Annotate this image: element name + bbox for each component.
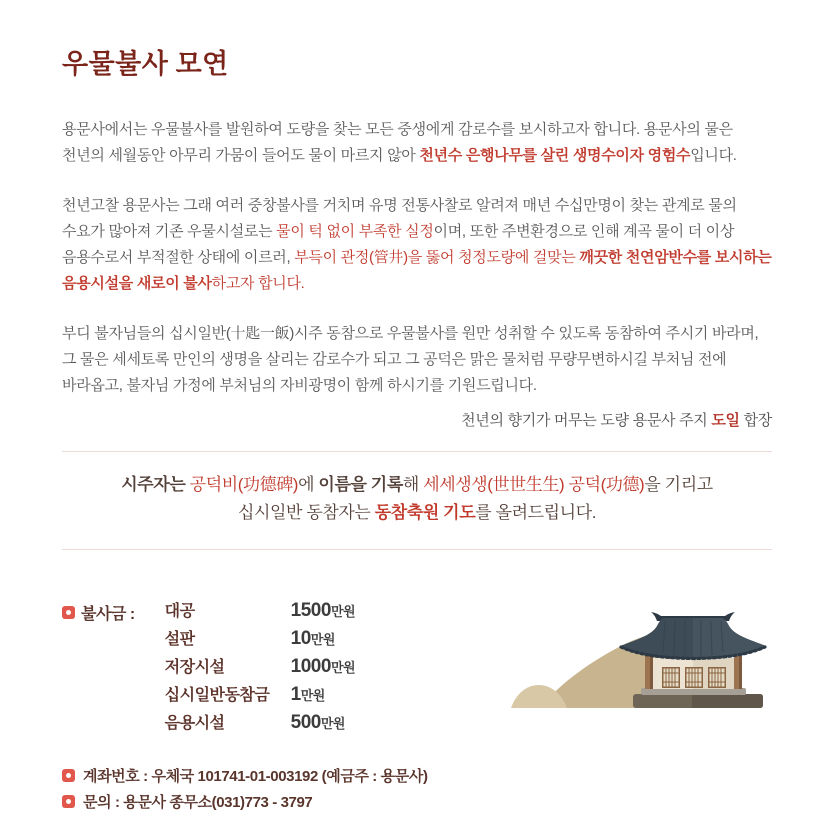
amount-unit: 만원 xyxy=(330,660,356,675)
donation-row xyxy=(165,682,355,710)
inquiry-row xyxy=(62,788,772,814)
donation-heading-label: 불사금 : xyxy=(81,605,135,623)
donation-item-label: 음용시설 xyxy=(164,715,225,732)
donation-amount xyxy=(291,656,355,678)
inquiry-phone: 문의 : 용문사 종무소(031)773 - 3797 xyxy=(83,793,313,811)
abbot-name: 도일 xyxy=(711,412,740,429)
paragraph-text: 입니다. xyxy=(690,147,737,164)
donation-amount xyxy=(291,600,355,622)
highlighted-text: 물이 턱 없이 부족한 실정 xyxy=(276,223,434,240)
highlighted-text: 부득이 관정(管井)을 뚫어 청정도량에 걸맞는 xyxy=(294,249,580,266)
banner-highlight: 공덕비(功德碑) xyxy=(189,475,299,494)
amount-unit: 만원 xyxy=(300,688,325,703)
highlighted-text: 깨끗한 천연암반수를 보시하는 음용시설을 새로이 불사 xyxy=(62,249,772,292)
amount-unit: 만원 xyxy=(310,632,335,647)
highlighted-text: 하고자 합니다. xyxy=(211,275,305,292)
bullet-icon xyxy=(62,769,75,782)
amount-number: 1000 xyxy=(290,656,331,677)
intro-paragraph-1 xyxy=(62,117,772,169)
banner-line-2 xyxy=(62,499,772,527)
banner-text: 이름을 기록 xyxy=(318,475,403,494)
donation-section xyxy=(62,598,772,738)
donation-item-label: 설판 xyxy=(164,631,195,648)
banner-text: 를 올려드립니다. xyxy=(475,503,597,522)
banner-line-1 xyxy=(62,471,772,499)
amount-number: 1500 xyxy=(290,600,331,621)
signature-text: 합장 xyxy=(739,412,772,429)
donation-row xyxy=(165,598,355,626)
banner-text: 시주자는 xyxy=(121,475,190,494)
amount-number: 500 xyxy=(290,712,321,733)
highlighted-text: 천년수 은행나무를 살린 생명수이자 영험수 xyxy=(419,147,691,164)
donation-row xyxy=(165,710,355,738)
banner-highlight: 세세생생(世世生生) 공덕(功德) xyxy=(423,475,645,494)
donation-heading xyxy=(62,598,135,626)
paragraph-text: 이며, 또한 주변환경으로 인해 계곡 물이 더 이상 음용수로서 부적절한 상태에 이르러, xyxy=(62,223,735,266)
banner-text: 을 기리고 xyxy=(644,475,713,494)
donation-row xyxy=(165,654,355,682)
paragraph-text: 용문사에서는 우물불사를 발원하여 도량을 찾는 모든 중생에게 감로수를 보시하고자 합니다. 용문사의 물은 천년의 세월동안 아무리 가뭄이 들어도 물이 마르지 않아 xyxy=(62,121,733,164)
donation-amount xyxy=(291,628,335,650)
amount-number: 10 xyxy=(290,628,311,649)
banner-highlight: 동참축원 기도 xyxy=(374,503,476,522)
signature-text: 천년의 향기가 머무는 도량 용문사 주지 xyxy=(461,412,712,429)
donation-amount xyxy=(291,712,345,734)
amount-unit: 만원 xyxy=(330,604,356,619)
account-number: 계좌번호 : 우체국 101741-01-003192 (예금주 : 용문사) xyxy=(83,767,428,785)
page-title: 우물불사 모연 xyxy=(62,49,229,79)
banner-text: 십시일반 동참자는 xyxy=(237,503,375,522)
donation-item-label: 저장시설 xyxy=(164,659,225,676)
intro-paragraph-3: 부디 불자님들의 십시일반(十匙一飯)시주 동참으로 우물불사를 원만 성취할 수 있도록 동참하여 주시기 바라며, 그 물은 세세토록 만인의 생명을 살리는 감로수가 되고 그 공덕은 맑은 물처럼 무량무변하시길 부처님 전에 바라옵고, 불자님 가정에 부처님의 자비광명이 함께 하시기를 기원드립니다. xyxy=(62,325,759,394)
merit-banner xyxy=(62,451,772,550)
banner-text: 해 xyxy=(402,475,424,494)
amount-number: 1 xyxy=(290,684,301,705)
intro-paragraph-2 xyxy=(62,193,772,297)
bullet-icon xyxy=(62,606,75,619)
bullet-icon xyxy=(62,795,75,808)
main-content xyxy=(62,0,772,814)
account-row xyxy=(62,762,772,788)
paragraph-text: 천년고찰 용문사는 그래 여러 중창불사를 거치며 유명 전통사찰로 알려져 매년 수십만명이 찾는 관계로 물의 수요가 많아져 기존 우물시설로는 xyxy=(62,197,737,240)
donation-rows xyxy=(165,598,355,738)
amount-unit: 만원 xyxy=(320,716,345,731)
donation-item-label: 대공 xyxy=(164,603,195,620)
donation-row xyxy=(165,626,355,654)
signature-line xyxy=(62,409,772,430)
contact-info xyxy=(62,762,772,814)
banner-text: 에 xyxy=(298,475,319,494)
donation-amount xyxy=(291,684,325,706)
donation-item-label: 십시일반동참금 xyxy=(164,687,270,704)
